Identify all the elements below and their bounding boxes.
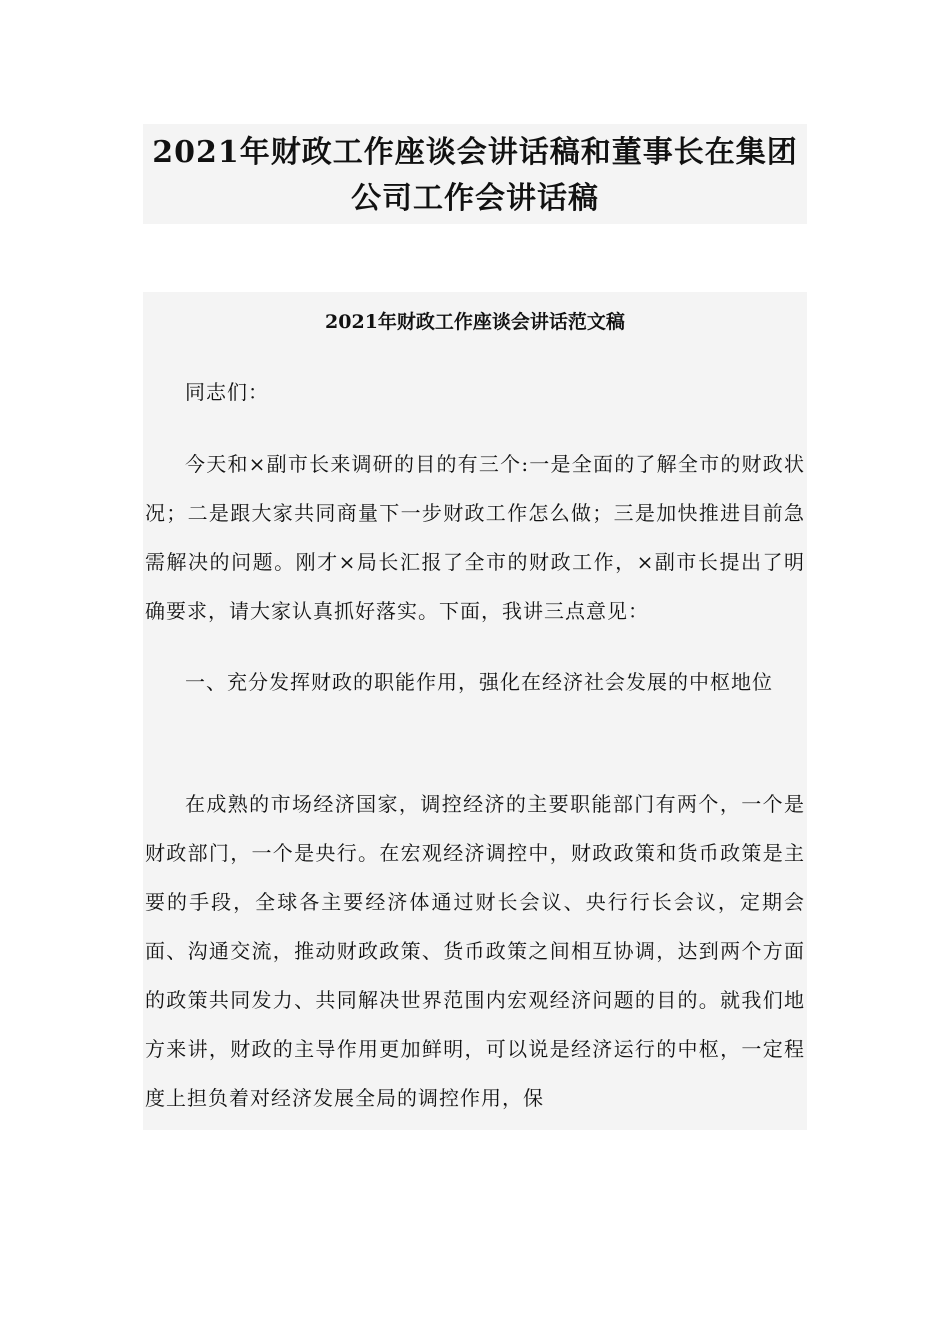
greeting: 同志们：	[185, 380, 269, 404]
document-title: 2021年财政工作座谈会讲话稿和董事长在集团公司工作会讲话稿	[152, 135, 798, 216]
paragraph-intro: 今天和×副市长来调研的目的有三个:一是全面的了解全市的财政状况；二是跟大家共同商量下一步财政工作怎么做；三是加快推进目前急需解决的问题。刚才×局长汇报了全市的财政工作，×副市长提出了明确要求，请大家认真抓好落实。下面，我讲三点意见：	[145, 452, 805, 623]
section-subtitle: 2021年财政工作座谈会讲话范文稿	[325, 311, 625, 333]
title-block	[143, 124, 807, 224]
document-body	[143, 292, 807, 1130]
paragraph-body: 在成熟的市场经济国家，调控经济的主要职能部门有两个，一个是财政部门，一个是央行。在宏观经济调控中，财政政策和货币政策是主要的手段，全球各主要经济体通过财长会议、央行行长会议，定期会面、沟通交流，推动财政政策、货币政策之间相互协调，达到两个方面的政策共同发力、共同解决世界范围内宏观经济问题的目的。就我们地方来讲，财政的主导作用更加鲜明，可以说是经济运行的中枢，一定程度上担负着对经济发展全局的调控作用，保	[145, 792, 805, 1110]
section-heading-one: 一、充分发挥财政的职能作用，强化在经济社会发展的中枢地位	[185, 670, 773, 694]
